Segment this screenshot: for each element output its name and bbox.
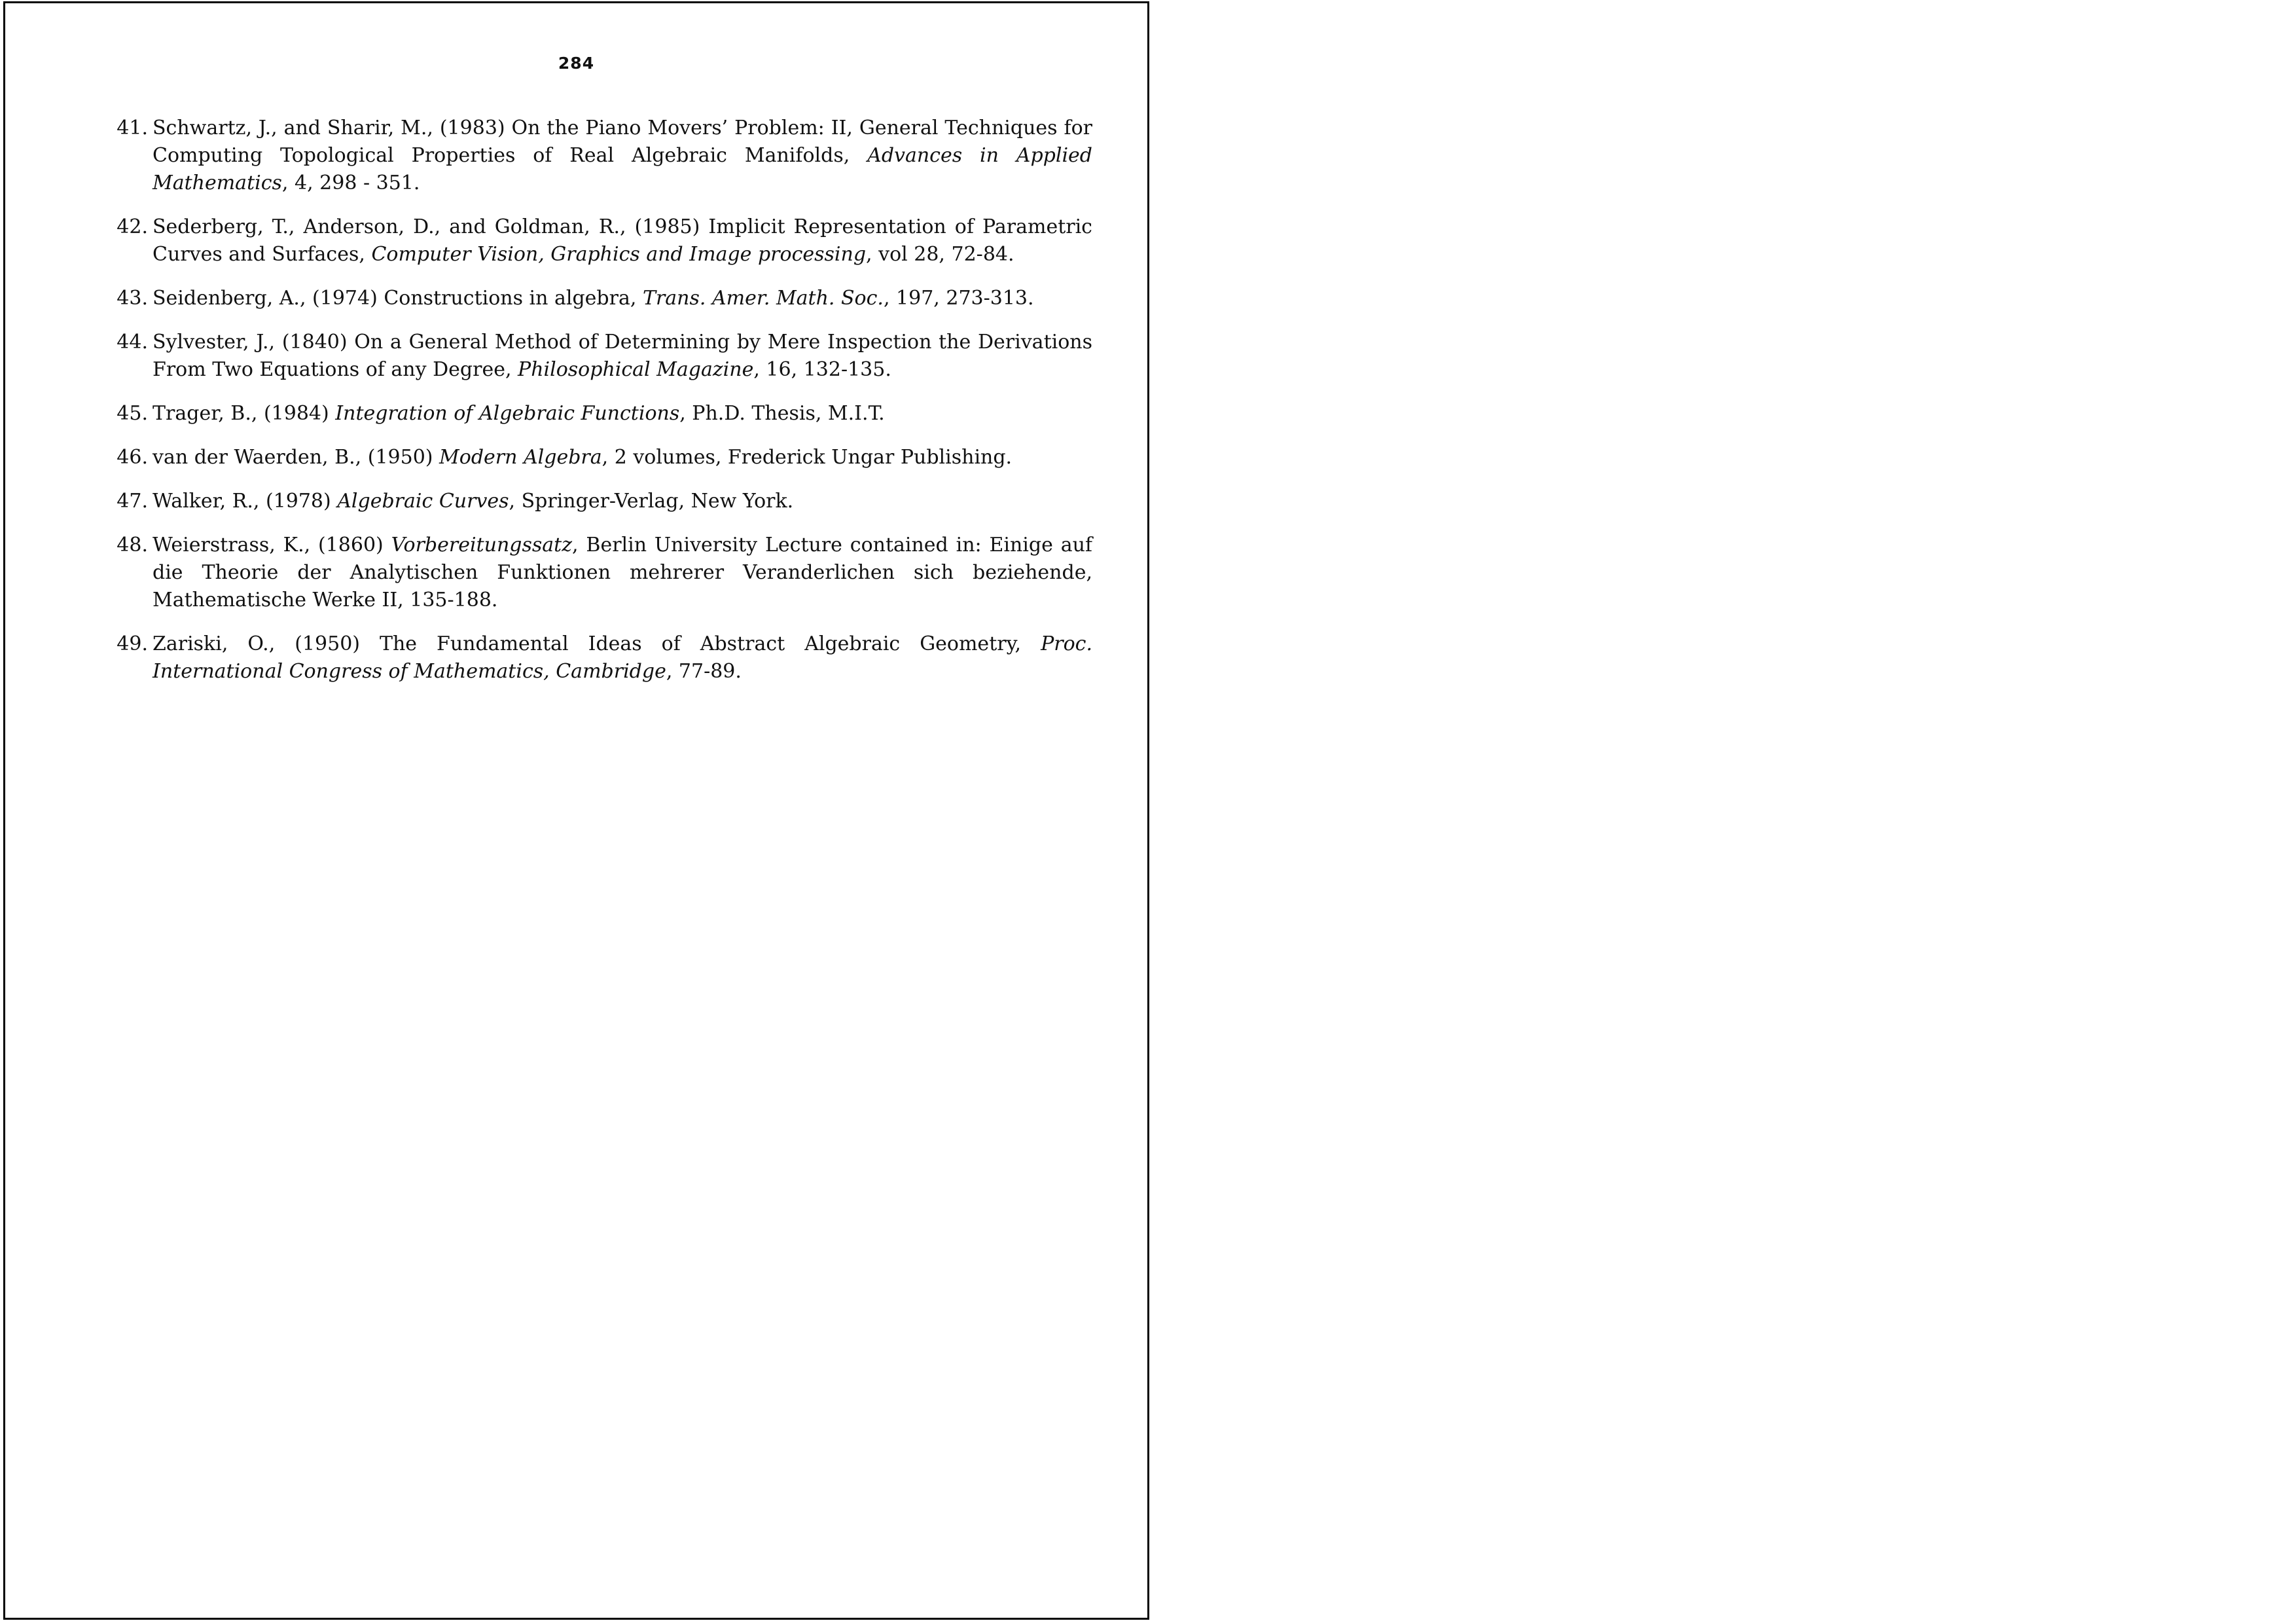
reference-text-segment: Weierstrass, K., (1860) [152, 534, 391, 556]
reference-number: 44. [117, 331, 148, 354]
reference-text [152, 446, 1012, 469]
reference-text [152, 331, 1092, 381]
reference-title-italic: Philosophical Magazine [518, 358, 754, 381]
reference-text-segment: Trager, B., (1984) [152, 402, 336, 425]
reference-title-italic: Algebraic Curves [337, 490, 509, 513]
reference-text [152, 402, 885, 425]
reference-title-italic: Computer Vision, Graphics and Image processing [371, 243, 867, 266]
reference-number: 47. [117, 490, 148, 513]
reference-entry [112, 329, 1092, 384]
reference-entry [112, 444, 1092, 471]
reference-text [152, 632, 1092, 683]
reference-entry [112, 213, 1092, 268]
reference-text [152, 215, 1092, 266]
reference-text [152, 117, 1092, 194]
reference-text-segment: Seidenberg, A., (1974) Constructions in algebra, [152, 287, 643, 310]
reference-number: 49. [117, 632, 148, 655]
reference-title-italic: Modern Algebra [439, 446, 602, 469]
reference-title-italic: Vorbereitungssatz [391, 534, 573, 556]
reference-entry [112, 630, 1092, 685]
reference-text [152, 534, 1092, 611]
reference-text-segment: , Springer-Verlag, New York. [509, 490, 794, 513]
reference-entry [112, 488, 1092, 515]
reference-number: 41. [117, 117, 148, 139]
reference-title-italic: Advances in Applied Mathematics [152, 144, 1093, 194]
reference-text-segment: , 197, 273-313. [883, 287, 1034, 310]
reference-text-segment: van der Waerden, B., (1950) [152, 446, 440, 469]
reference-text-segment: , Berlin University Lecture contained in: Einige auf die Theorie der Analytischen Funktionen mehrerer Veranderlichen sich beziehende, Mathematische Werke II, 135-188. [152, 534, 1092, 611]
reference-entry [112, 115, 1092, 197]
reference-entry [112, 400, 1092, 428]
page-number: 284 [558, 54, 595, 73]
reference-list [112, 115, 1092, 702]
reference-text-segment: , 2 volumes, Frederick Ungar Publishing. [601, 446, 1013, 469]
reference-title-italic: Proc. International Congress of Mathematics, Cambridge [152, 632, 1092, 683]
reference-number: 48. [117, 534, 148, 556]
reference-number: 45. [117, 402, 148, 425]
reference-number: 43. [117, 287, 148, 310]
reference-text-segment: , 16, 132-135. [753, 358, 891, 381]
reference-number: 46. [117, 446, 148, 469]
reference-title-italic: Integration of Algebraic Functions [335, 402, 680, 425]
document-page [3, 1, 1149, 1620]
reference-title-italic: Trans. Amer. Math. Soc. [642, 287, 884, 310]
reference-text-segment: , vol 28, 72-84. [866, 243, 1014, 266]
reference-text-segment: Zariski, O., (1950) The Fundamental Ideas of Abstract Algebraic Geometry, [152, 632, 1041, 655]
reference-text-segment: Sederberg, T., Anderson, D., and Goldman, R., (1985) Implicit Representation of Parametric Curves and Surfaces, [152, 215, 1092, 266]
reference-text-segment: , 4, 298 - 351. [281, 172, 420, 194]
reference-text-segment: Sylvester, J., (1840) On a General Method of Determining by Mere Inspection the Derivations From Two Equations of any Degree, [152, 331, 1092, 381]
reference-text-segment: Walker, R., (1978) [152, 490, 338, 513]
reference-text-segment: Schwartz, J., and Sharir, M., (1983) On the Piano Movers’ Problem: II, General Techniques for Computing Topological Properties of Real Algebraic Manifolds, [152, 117, 1092, 167]
reference-text-segment: , 77-89. [666, 660, 742, 683]
reference-text [152, 490, 793, 513]
reference-text-segment: , Ph.D. Thesis, M.I.T. [679, 402, 885, 425]
reference-entry [112, 532, 1092, 614]
reference-text [152, 287, 1034, 310]
reference-entry [112, 285, 1092, 312]
reference-number: 42. [117, 215, 148, 238]
